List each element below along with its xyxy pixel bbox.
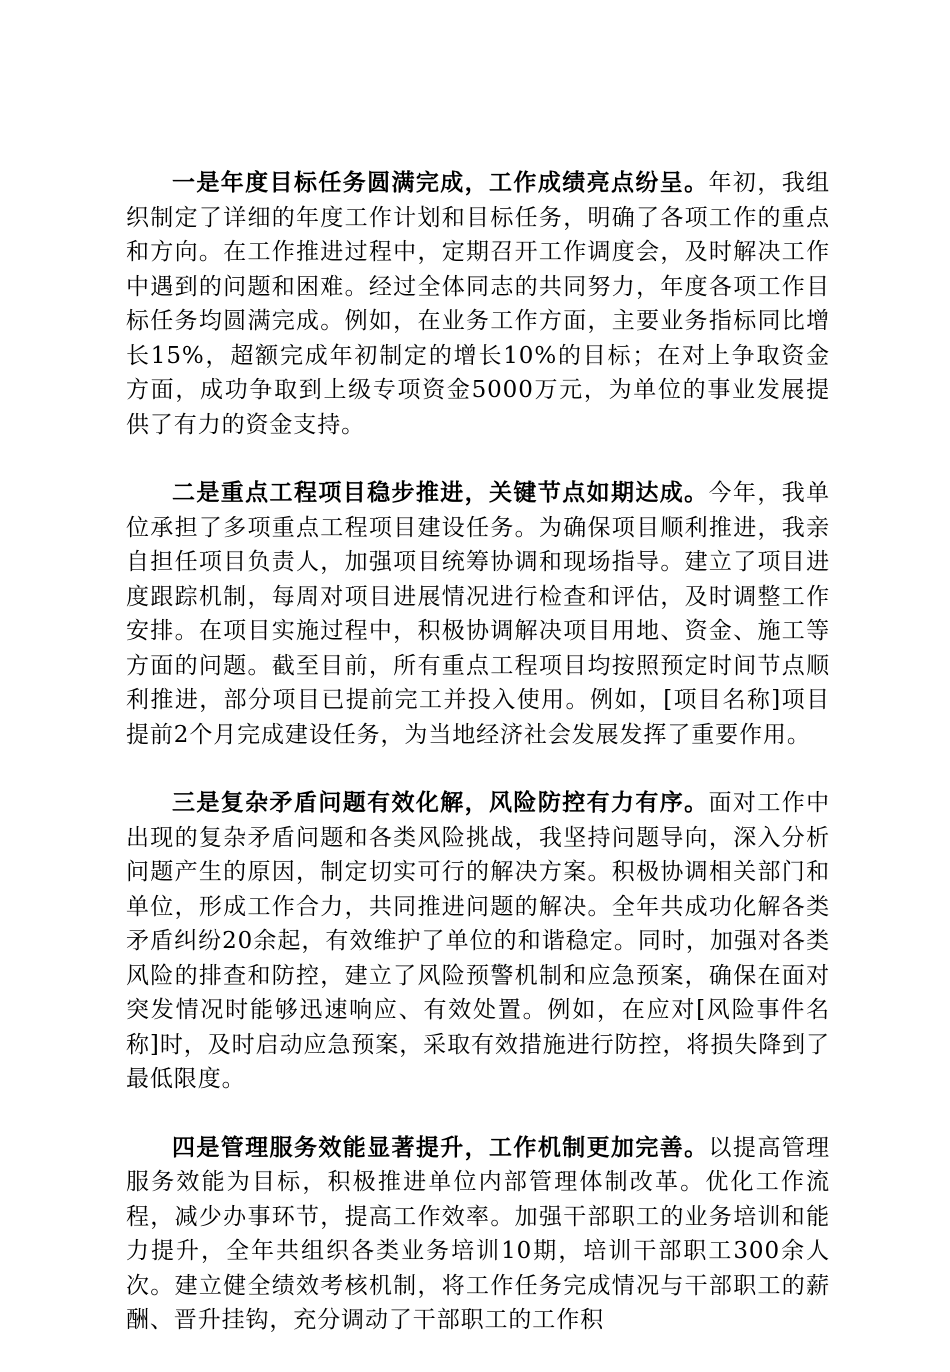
paragraph-1-text: 年初，我组织制定了详细的年度工作计划和目标任务，明确了各项工作的重点和方向。在工作推进过程中，定期召开工作调度会，及时解决工作中遇到的问题和困难。经过全体同志的共同努力，年度各项工作目标任务均圆满完成。例如，在业务工作方面，主要业务指标同比增长15%，超额完成年初制定的增长10%的目标；在对上争取资金方面，成功争取到上级专项资金5000万元，为单位的事业发展提供了有力的资金支持。 [126,170,830,438]
document-body [126,166,830,1372]
paragraph-2 [126,476,830,752]
paragraph-4 [126,1131,830,1338]
paragraph-2-text: 今年，我单位承担了多项重点工程项目建设任务。为确保项目顺利推进，我亲自担任项目负责人，加强项目统筹协调和现场指导。建立了项目进度跟踪机制，每周对项目进展情况进行检查和评估，及时调整工作安排。在项目实施过程中，积极协调解决项目用地、资金、施工等方面的问题。截至目前，所有重点工程项目均按照预定时间节点顺利推进，部分项目已提前完工并投入使用。例如，[项目名称]项目提前2个月完成建设任务，为当地经济社会发展发挥了重要作用。 [126,480,830,748]
paragraph-4-heading: 四是管理服务效能显著提升，工作机制更加完善。 [172,1133,709,1161]
paragraph-1-heading: 一是年度目标任务圆满完成，工作成绩亮点纷呈。 [172,169,709,196]
paragraph-2-heading: 二是重点工程项目稳步推进，关键节点如期达成。 [172,479,709,506]
paragraph-1 [126,166,830,442]
paragraph-3-heading: 三是复杂矛盾问题有效化解，风险防控有力有序。 [172,789,709,816]
paragraph-4-text: 以提高管理服务效能为目标，积极推进单位内部管理体制改革。优化工作流程，减少办事环节，提高工作效率。加强干部职工的业务培训和能力提升，全年共组织各类业务培训10期，培训干部职工300余人次。建立健全绩效考核机制，将工作任务完成情况与干部职工的薪酬、晋升挂钩，充分调动了干部职工的工作积 [126,1134,830,1333]
paragraph-3-text: 面对工作中出现的复杂矛盾问题和各类风险挑战，我坚持问题导向，深入分析问题产生的原因，制定切实可行的解决方案。积极协调相关部门和单位，形成工作合力，共同推进问题的解决。全年共成功化解各类矛盾纠纷20余起，有效维护了单位的和谐稳定。同时，加强对各类风险的排查和防控，建立了风险预警机制和应急预案，确保在面对突发情况时能够迅速响应、有效处置。例如，在应对[风险事件名称]时，及时启动应急预案，采取有效措施进行防控，将损失降到了最低限度。 [126,790,830,1092]
paragraph-3 [126,786,830,1097]
